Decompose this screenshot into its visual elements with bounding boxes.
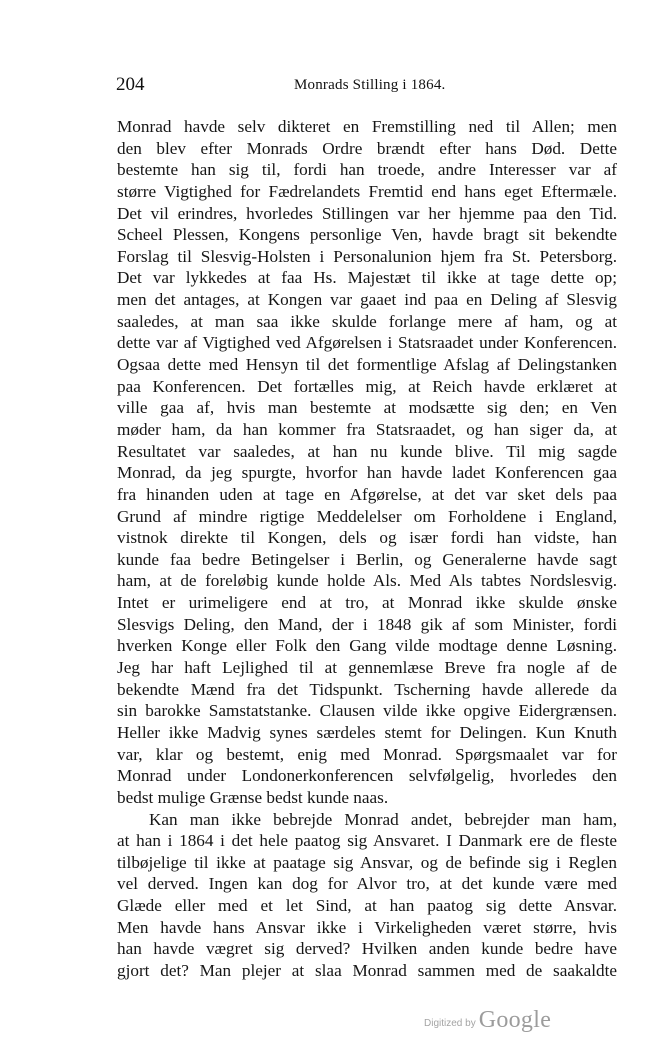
text-line: tilbøjelige til ikke at paatage sig Ansvar, og de befinde sig i Reglen bbox=[117, 852, 617, 872]
text-line: dette var af Vigtighed ved Afgørelsen i Statsraadet under Konferencen. bbox=[117, 333, 617, 353]
text-line: bekendte Mænd fra det Tidspunkt. Tscherning havde allerede da bbox=[117, 679, 617, 699]
text-line: Slesvigs Deling, den Mand, der i 1848 gik af som Minister, fordi bbox=[117, 614, 617, 634]
text-line: saaledes, at man saa ikke skulde forlange mere af ham, og at bbox=[117, 311, 617, 331]
text-line: Monrad havde selv dikteret en Fremstilling ned til Allen; men bbox=[117, 117, 617, 136]
text-line: Scheel Plessen, Kongens personlige Ven, havde bragt sit bekendte bbox=[117, 225, 617, 245]
text-line: Monrad under Londonerkonferencen selvfølgelig, hvorledes den bbox=[117, 766, 617, 786]
digitized-by-label: Digitized by bbox=[424, 1018, 476, 1029]
text-line: Grund af mindre rigtige Meddelelser om Forholdene i England, bbox=[117, 506, 617, 526]
text-line: Glæde eller med et let Sind, at han paatog sig dette Ansvar. bbox=[117, 896, 617, 916]
text-line: Men havde hans Ansvar ikke i Virkeligheden været større, hvis bbox=[117, 917, 617, 937]
text-line: gjort det? Man plejer at slaa Monrad sammen med de saakaldte bbox=[117, 960, 617, 980]
page-number: 204 bbox=[116, 74, 145, 95]
text-line: paa Konferencen. Det fortælles mig, at Reich havde erklæret at bbox=[117, 376, 617, 396]
text-line: ham, at de foreløbig kunde holde Als. Med Als tabtes Nordslesvig. bbox=[117, 571, 617, 591]
digitization-watermark bbox=[424, 1006, 551, 1034]
text-line: fra hinanden uden at tage en Afgørelse, at det var sket dels paa bbox=[117, 484, 617, 504]
text-line: den blev efter Monrads Ordre brændt efter hans Død. Dette bbox=[117, 138, 617, 158]
text-line: møder ham, da han kommer fra Statsraadet, og han siger da, at bbox=[117, 419, 617, 439]
google-logo: Google bbox=[478, 1007, 552, 1033]
text-line: at han i 1864 i det hele paatog sig Ansvaret. I Danmark ere de fleste bbox=[117, 831, 617, 851]
text-line: Resultatet var saaledes, at han nu kunde blive. Til mig sagde bbox=[117, 441, 617, 461]
text-line: Det vil erindres, hvorledes Stillingen var her hjemme paa den Tid. bbox=[117, 203, 617, 223]
text-line: bedst mulige Grænse bedst kunde naas. bbox=[117, 787, 389, 807]
text-line: ville gaa af, hvis man bestemte at modsætte sig den; en Ven bbox=[117, 398, 617, 418]
text-line: hverken Konge eller Folk den Gang vilde modtage denne Løsning. bbox=[117, 636, 617, 656]
text-line: Det var lykkedes at faa Hs. Majestæt til ikke at tage dette op; bbox=[117, 268, 617, 288]
running-title: Monrads Stilling i 1864. bbox=[294, 77, 446, 93]
text-line: var, klar og bestemt, enig med Monrad. Spørgsmaalet var for bbox=[117, 744, 617, 764]
text-line: kunde faa bedre Betingelser i Berlin, og Generalerne havde sagt bbox=[117, 549, 617, 569]
text-line: bestemte han sig til, fordi han troede, andre Interesser var af bbox=[117, 160, 617, 180]
text-line: Kan man ikke bebrejde Monrad andet, bebrejder man ham, bbox=[149, 809, 617, 829]
text-line: vel derved. Ingen kan dog for Alvor tro, at det kunde være med bbox=[117, 874, 617, 894]
text-line: Jeg har haft Lejlighed til at gennemlæse Breve fra nogle af de bbox=[117, 658, 617, 678]
body-text bbox=[117, 116, 617, 982]
text-line: Monrad, da jeg spurgte, hvorfor han havde ladet Konferencen gaa bbox=[117, 463, 617, 483]
text-line: sin barokke Samstatstanke. Clausen vilde ikke opgive Eidergrænsen. bbox=[117, 701, 617, 721]
text-line: Forslag til Slesvig-Holsten i Personalunion hjem fra St. Petersborg. bbox=[117, 246, 617, 266]
text-line: større Vigtighed for Fædrelandets Fremtid end hans eget Eftermæle. bbox=[117, 181, 617, 201]
text-line: men det antages, at Kongen var gaaet ind paa en Deling af Slesvig bbox=[117, 290, 617, 310]
text-line: Ogsaa dette med Hensyn til det formentlige Afslag af Delingstanken bbox=[117, 355, 617, 375]
text-line: han havde vægret sig derved? Hvilken anden kunde bedre have bbox=[117, 939, 617, 959]
text-line: Intet er urimeligere end at tro, at Monrad ikke skulde ønske bbox=[117, 593, 617, 613]
text-line: vistnok direkte til Kongen, dels og især fordi han vidste, han bbox=[117, 528, 617, 548]
text-line: Heller ikke Madvig synes særdeles stemt for Delingen. Kun Knuth bbox=[117, 722, 617, 742]
running-header bbox=[116, 74, 626, 98]
